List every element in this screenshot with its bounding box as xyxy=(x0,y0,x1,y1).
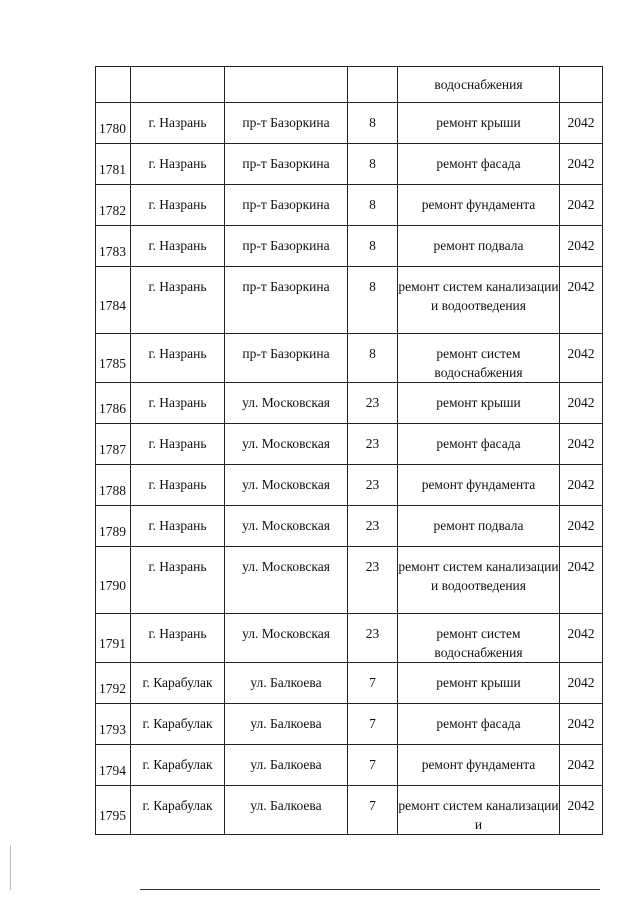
cell-house: 23 xyxy=(348,547,398,614)
table-row xyxy=(96,506,603,547)
cell-work-type: ремонт систем канализации и водоотведения xyxy=(398,267,560,334)
cell-number: 1792 xyxy=(96,663,131,704)
cell-year: 2042 xyxy=(560,424,603,465)
cell-city: г. Карабулак xyxy=(131,704,225,745)
cell-work-type: ремонт фасада xyxy=(398,144,560,185)
cell-city: г. Назрань xyxy=(131,465,225,506)
cell-work-type: ремонт крыши xyxy=(398,103,560,144)
cell-house: 8 xyxy=(348,267,398,334)
cell-house: 7 xyxy=(348,663,398,704)
cell-house: 8 xyxy=(348,226,398,267)
table-body xyxy=(96,67,603,835)
cell-city: г. Карабулак xyxy=(131,786,225,835)
cell-city: г. Назрань xyxy=(131,383,225,424)
cell-city: г. Назрань xyxy=(131,185,225,226)
cell-work-type: ремонт фундамента xyxy=(398,465,560,506)
table-row xyxy=(96,103,603,144)
cell-house: 7 xyxy=(348,704,398,745)
cell-street: ул. Балкоева xyxy=(225,704,348,745)
cell-number: 1780 xyxy=(96,103,131,144)
scan-margin-mark xyxy=(10,845,11,890)
cell-year: 2042 xyxy=(560,103,603,144)
cell-number: 1781 xyxy=(96,144,131,185)
cell-year: 2042 xyxy=(560,383,603,424)
cell-number: 1795 xyxy=(96,786,131,835)
cell-city: г. Назрань xyxy=(131,424,225,465)
cell-city: г. Карабулак xyxy=(131,745,225,786)
cell-city: г. Назрань xyxy=(131,267,225,334)
table-row xyxy=(96,786,603,835)
cell-street: пр-т Базоркина xyxy=(225,267,348,334)
table-row xyxy=(96,614,603,663)
table-row xyxy=(96,144,603,185)
cell-work-type: ремонт крыши xyxy=(398,383,560,424)
cell-city: г. Назрань xyxy=(131,506,225,547)
cell-house: 8 xyxy=(348,103,398,144)
cell-year: 2042 xyxy=(560,786,603,835)
cell-city: г. Назрань xyxy=(131,614,225,663)
cell-city: г. Назрань xyxy=(131,226,225,267)
cell-year: 2042 xyxy=(560,745,603,786)
table-row xyxy=(96,547,603,614)
cell-number: 1793 xyxy=(96,704,131,745)
cell-work-type: ремонт систем водоснабжения xyxy=(398,334,560,383)
cell-number: 1785 xyxy=(96,334,131,383)
cell-year xyxy=(560,67,603,103)
cell-year: 2042 xyxy=(560,334,603,383)
table-row xyxy=(96,745,603,786)
repair-schedule-table xyxy=(95,66,603,835)
table-row xyxy=(96,424,603,465)
cell-street: ул. Московская xyxy=(225,465,348,506)
cell-street: пр-т Базоркина xyxy=(225,185,348,226)
cell-house: 23 xyxy=(348,383,398,424)
table-row xyxy=(96,383,603,424)
table-row xyxy=(96,334,603,383)
table-row xyxy=(96,226,603,267)
cell-work-type: водоснабжения xyxy=(398,67,560,103)
cell-work-type: ремонт подвала xyxy=(398,506,560,547)
cell-work-type: ремонт систем канализации и водоотведения xyxy=(398,547,560,614)
cell-city: г. Назрань xyxy=(131,334,225,383)
cell-house: 7 xyxy=(348,786,398,835)
cell-city: г. Назрань xyxy=(131,547,225,614)
cell-year: 2042 xyxy=(560,226,603,267)
cell-street: ул. Московская xyxy=(225,506,348,547)
cell-year: 2042 xyxy=(560,614,603,663)
cell-street: пр-т Базоркина xyxy=(225,226,348,267)
table-row xyxy=(96,704,603,745)
cell-house: 8 xyxy=(348,334,398,383)
cell-work-type: ремонт фасада xyxy=(398,704,560,745)
table-row xyxy=(96,185,603,226)
table-row xyxy=(96,267,603,334)
cell-street: ул. Московская xyxy=(225,614,348,663)
cell-work-type: ремонт фундамента xyxy=(398,745,560,786)
cell-work-type: ремонт фасада xyxy=(398,424,560,465)
cell-work-type: ремонт систем канализации и xyxy=(398,786,560,835)
cell-street: пр-т Базоркина xyxy=(225,144,348,185)
cell-year: 2042 xyxy=(560,663,603,704)
cell-house: 7 xyxy=(348,745,398,786)
cell-number: 1790 xyxy=(96,547,131,614)
cell-year: 2042 xyxy=(560,465,603,506)
cell-house: 23 xyxy=(348,506,398,547)
cell-number: 1784 xyxy=(96,267,131,334)
table-row-continuation xyxy=(96,67,603,103)
cell-street: пр-т Базоркина xyxy=(225,103,348,144)
cell-year: 2042 xyxy=(560,704,603,745)
cell-work-type: ремонт крыши xyxy=(398,663,560,704)
cell-number: 1786 xyxy=(96,383,131,424)
cell-house: 23 xyxy=(348,465,398,506)
cell-house: 23 xyxy=(348,424,398,465)
cell-work-type: ремонт систем водоснабжения xyxy=(398,614,560,663)
cell-city xyxy=(131,67,225,103)
cell-work-type: ремонт подвала xyxy=(398,226,560,267)
cell-street: ул. Московская xyxy=(225,424,348,465)
cell-year: 2042 xyxy=(560,267,603,334)
cell-city: г. Назрань xyxy=(131,144,225,185)
cell-year: 2042 xyxy=(560,144,603,185)
footer-rule xyxy=(140,889,600,890)
cell-work-type: ремонт фундамента xyxy=(398,185,560,226)
cell-street: ул. Балкоева xyxy=(225,786,348,835)
table-row xyxy=(96,465,603,506)
table-row xyxy=(96,663,603,704)
cell-city: г. Назрань xyxy=(131,103,225,144)
cell-street: ул. Московская xyxy=(225,547,348,614)
cell-number: 1794 xyxy=(96,745,131,786)
cell-house: 8 xyxy=(348,185,398,226)
cell-year: 2042 xyxy=(560,185,603,226)
cell-number: 1789 xyxy=(96,506,131,547)
cell-number: 1787 xyxy=(96,424,131,465)
cell-number: 1782 xyxy=(96,185,131,226)
cell-street: ул. Балкоева xyxy=(225,663,348,704)
cell-house xyxy=(348,67,398,103)
cell-number: 1788 xyxy=(96,465,131,506)
cell-street: пр-т Базоркина xyxy=(225,334,348,383)
cell-house: 23 xyxy=(348,614,398,663)
cell-city: г. Карабулак xyxy=(131,663,225,704)
cell-street xyxy=(225,67,348,103)
cell-number xyxy=(96,67,131,103)
cell-street: ул. Московская xyxy=(225,383,348,424)
cell-street: ул. Балкоева xyxy=(225,745,348,786)
cell-number: 1791 xyxy=(96,614,131,663)
cell-year: 2042 xyxy=(560,506,603,547)
cell-house: 8 xyxy=(348,144,398,185)
cell-number: 1783 xyxy=(96,226,131,267)
cell-year: 2042 xyxy=(560,547,603,614)
